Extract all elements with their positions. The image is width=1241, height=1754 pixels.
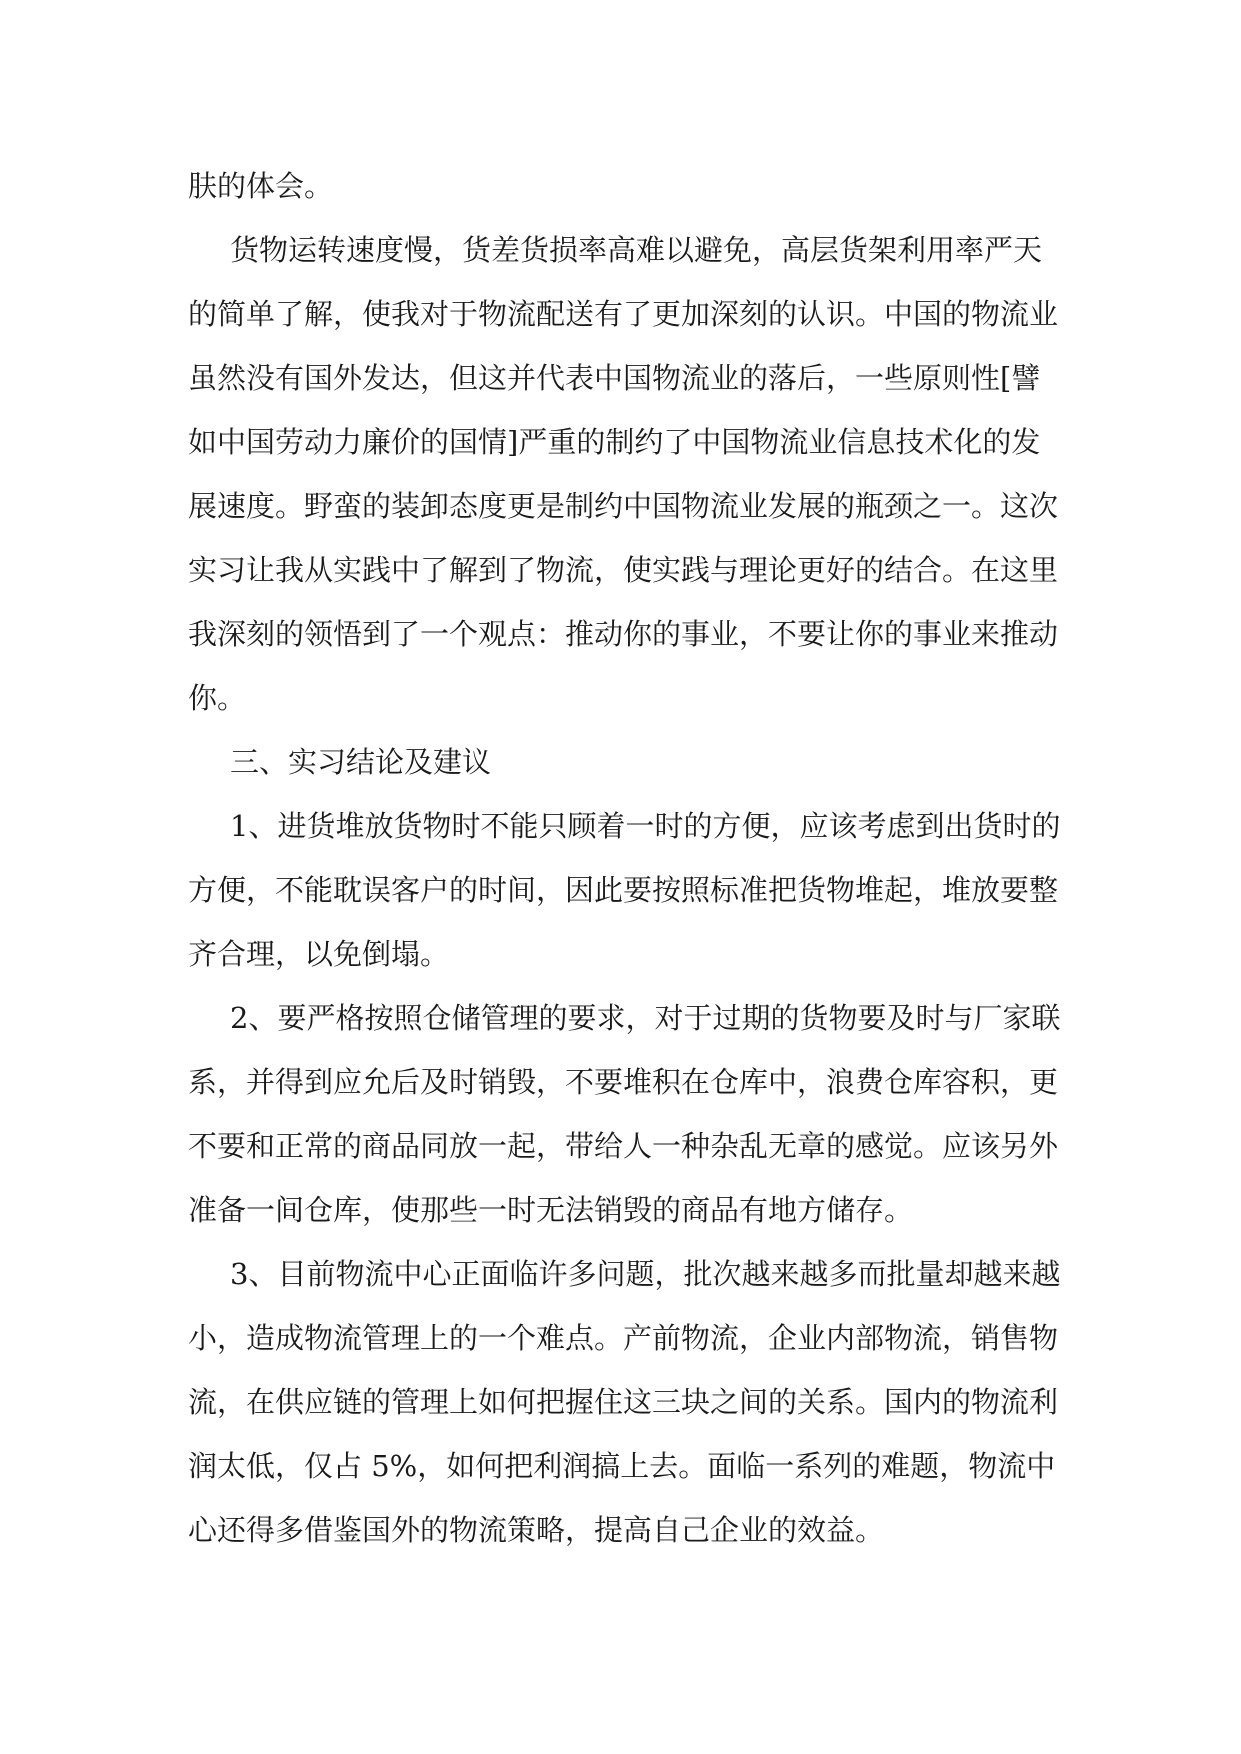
paragraph-line: 齐合理，以免倒塌。	[188, 937, 450, 971]
paragraph-line: 货物运转速度慢，货差货损率高难以避免，高层货架利用率严天	[230, 233, 1043, 267]
paragraph-line: 肤的体会。	[188, 169, 334, 203]
paragraph-line: 1、进货堆放货物时不能只顾着一时的方便，应该考虑到出货时的	[230, 809, 1061, 843]
paragraph-line: 展速度。野蛮的装卸态度更是制约中国物流业发展的瓶颈之一。这次	[188, 489, 1059, 523]
paragraph-line: 流，在供应链的管理上如何把握住这三块之间的关系。国内的物流利	[188, 1385, 1059, 1419]
paragraph-line: 不要和正常的商品同放一起，带给人一种杂乱无章的感觉。应该另外	[188, 1129, 1059, 1163]
paragraph-line: 实习让我从实践中了解到了物流，使实践与理论更好的结合。在这里	[188, 553, 1059, 587]
paragraph-line: 我深刻的领悟到了一个观点：推动你的事业，不要让你的事业来推动	[188, 617, 1059, 651]
document-body	[188, 154, 1068, 1562]
paragraph-line: 系，并得到应允后及时销毁，不要堆积在仓库中，浪费仓库容积，更	[188, 1065, 1059, 1099]
paragraph-line: 小，造成物流管理上的一个难点。产前物流，企业内部物流，销售物	[188, 1321, 1059, 1355]
section-heading: 三、实习结论及建议	[230, 745, 492, 779]
paragraph-line: 虽然没有国外发达，但这并代表中国物流业的落后，一些原则性[譬	[188, 361, 1041, 395]
paragraph-line: 方便，不能耽误客户的时间，因此要按照标准把货物堆起，堆放要整	[188, 873, 1059, 907]
paragraph-line: 3、目前物流中心正面临许多问题，批次越来越多而批量却越来越	[230, 1257, 1061, 1291]
paragraph-line: 如中国劳动力廉价的国情]严重的制约了中国物流业信息技术化的发	[188, 425, 1041, 459]
paragraph-line: 2、要严格按照仓储管理的要求，对于过期的货物要及时与厂家联	[230, 1001, 1061, 1035]
paragraph-line: 心还得多借鉴国外的物流策略，提高自己企业的效益。	[188, 1513, 885, 1547]
paragraph-line: 你。	[188, 681, 247, 715]
paragraph-line: 润太低，仅占 5%，如何把利润搞上去。面临一系列的难题，物流中	[188, 1449, 1056, 1483]
paragraph-line: 的简单了解，使我对于物流配送有了更加深刻的认识。中国的物流业	[188, 297, 1059, 331]
paragraph-line: 准备一间仓库，使那些一时无法销毁的商品有地方储存。	[188, 1193, 914, 1227]
